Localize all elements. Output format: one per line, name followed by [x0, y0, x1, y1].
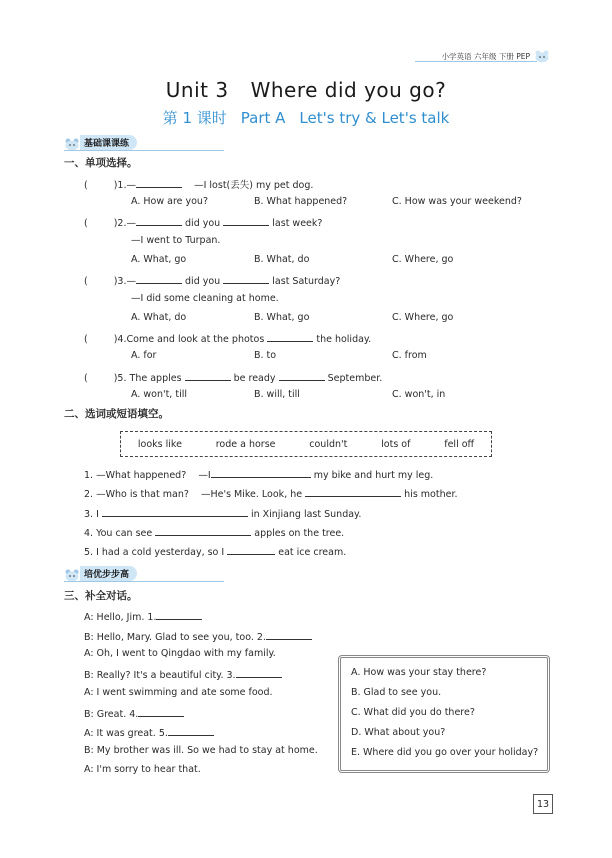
- answer-blank[interactable]: [168, 725, 214, 736]
- dialogue-option: C. What did you do there?: [351, 707, 475, 718]
- section-title: 一、单项选择。: [64, 157, 138, 169]
- answer-blank[interactable]: [279, 370, 325, 381]
- question-3: ( )3.— did you last Saturday?: [84, 273, 340, 287]
- lesson-subtitle: [0, 107, 612, 128]
- answer-blank[interactable]: [136, 215, 182, 226]
- dialogue-line: B: Really? It's a beautiful city. 3.: [84, 667, 282, 681]
- topic-label: Let's try & Let's talk: [299, 109, 450, 127]
- word-option: couldn't: [309, 438, 348, 450]
- bear-icon: [64, 567, 80, 580]
- option-b: B. What happened?: [254, 196, 348, 207]
- option-a: A. for: [131, 350, 157, 361]
- answer-blank[interactable]: [305, 486, 401, 497]
- option-a: A. won't, till: [131, 389, 187, 400]
- unit-question: Where did you go?: [250, 78, 447, 102]
- word-option: lots of: [381, 438, 411, 450]
- section-rule: [64, 150, 224, 151]
- option-a: A. How are you?: [131, 196, 208, 207]
- option-a: A. What, go: [131, 254, 187, 265]
- dialogue-line: A: I'm sorry to hear that.: [84, 764, 201, 775]
- answer-blank[interactable]: [227, 544, 275, 555]
- dialogue-line: B: My brother was ill. So we had to stay at home.: [84, 745, 318, 756]
- section-title: 三、补全对话。: [64, 590, 138, 602]
- word-option: rode a horse: [215, 438, 276, 450]
- option-b: B. to: [254, 350, 277, 361]
- dialogue-option: A. How was your stay there?: [351, 667, 487, 678]
- header-rule: [415, 61, 537, 62]
- option-c: C. from: [392, 350, 427, 361]
- dialogue-line: B: Hello, Mary. Glad to see you, too. 2.: [84, 629, 312, 643]
- answer-blank[interactable]: [223, 273, 269, 284]
- word-bank: [120, 431, 492, 457]
- section-title: 二、选词或短语填空。: [64, 408, 169, 420]
- option-c: C. Where, go: [392, 312, 454, 323]
- basic-badge-label: 基础课课练: [80, 135, 137, 150]
- answer-blank[interactable]: [155, 525, 251, 536]
- option-b: B. will, till: [254, 389, 300, 400]
- question-1: ( )1.— —I lost(丢失) my pet dog.: [84, 177, 313, 191]
- dialogue-option: D. What about you?: [351, 727, 446, 738]
- answer-blank[interactable]: [138, 706, 184, 717]
- fill-item-2: 2. —Who is that man? —He's Mike. Look, he his mother.: [84, 486, 458, 500]
- fill-item-1: 1. —What happened? —I my bike and hurt my leg.: [84, 467, 433, 481]
- option-a: A. What, do: [131, 312, 187, 323]
- option-b: B. What, go: [254, 312, 310, 323]
- option-c: C. How was your weekend?: [392, 196, 522, 207]
- question-5: ( )5. The apples be ready September.: [84, 370, 382, 384]
- dialogue-line: B: Great. 4.: [84, 706, 184, 720]
- question-4: ( )4.Come and look at the photos the holiday.: [84, 331, 371, 345]
- dialogue-option: B. Glad to see you.: [351, 687, 442, 698]
- fill-item-4: 4. You can see apples on the tree.: [84, 525, 344, 539]
- dialogue-line: A: I went swimming and ate some food.: [84, 687, 273, 698]
- dialogue-options-box: [338, 655, 550, 773]
- section-rule: [64, 581, 224, 582]
- answer-blank[interactable]: [156, 609, 202, 620]
- option-b: B. What, do: [254, 254, 310, 265]
- answer-blank[interactable]: [223, 215, 269, 226]
- dialogue-line: A: It was great. 5.: [84, 725, 214, 739]
- fill-item-3: 3. I in Xinjiang last Sunday.: [84, 506, 361, 520]
- unit-label: Unit 3: [165, 78, 229, 102]
- question-reply: —I went to Turpan.: [131, 235, 221, 246]
- dialogue-line: A: Oh, I went to Qingdao with my family.: [84, 648, 276, 659]
- page-title: [0, 78, 612, 102]
- answer-blank[interactable]: [211, 467, 311, 478]
- question-2: ( )2.— did you last week?: [84, 215, 322, 229]
- header-text: 小学英语 六年级 下册 PEP: [441, 52, 530, 61]
- question-reply: —I did some cleaning at home.: [131, 293, 279, 304]
- answer-blank[interactable]: [136, 177, 182, 188]
- basic-badge: [64, 134, 137, 150]
- answer-blank[interactable]: [266, 629, 312, 640]
- option-c: C. won't, in: [392, 389, 446, 400]
- option-c: C. Where, go: [392, 254, 454, 265]
- word-option: fell off: [444, 438, 475, 450]
- answer-blank[interactable]: [102, 506, 248, 517]
- answer-blank[interactable]: [185, 370, 231, 381]
- answer-blank[interactable]: [136, 273, 182, 284]
- bear-icon: [64, 136, 80, 149]
- lesson-label: 第 1 课时: [162, 109, 227, 127]
- dialogue-line: A: Hello, Jim. 1.: [84, 609, 202, 623]
- word-option: looks like: [137, 438, 182, 450]
- answer-blank[interactable]: [267, 331, 313, 342]
- advanced-badge: [64, 565, 137, 581]
- advanced-badge-label: 培优步步高: [80, 566, 137, 581]
- fill-item-5: 5. I had a cold yesterday, so I eat ice cream.: [84, 544, 346, 558]
- dialogue-option: E. Where did you go over your holiday?: [351, 747, 539, 758]
- part-label: Part A: [240, 109, 286, 127]
- page-number: 13: [533, 794, 553, 814]
- answer-blank[interactable]: [236, 667, 282, 678]
